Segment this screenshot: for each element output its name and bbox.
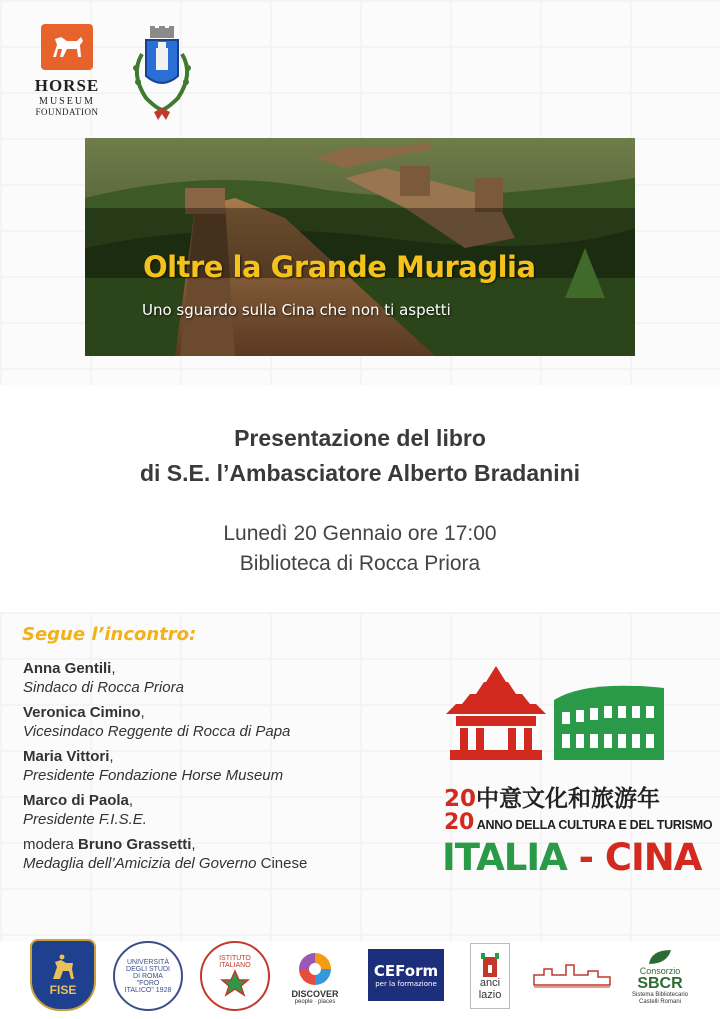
speaker-name: Maria Vittori [23, 748, 110, 765]
istituto-text: ISTITUTO ITALIANO [219, 955, 251, 969]
great-wall-banner [85, 138, 635, 356]
horse-museum-logo [32, 24, 102, 118]
leaf-icon [645, 948, 675, 966]
logo-text-foundation: FOUNDATION [35, 107, 99, 117]
year-top: 20 [444, 786, 477, 812]
chinese-title: 中意文化和旅游年 [476, 786, 661, 812]
speaker-name: Bruno Grassetti [78, 836, 192, 853]
word-dash: - [566, 836, 605, 879]
sbcr-logo [630, 943, 690, 1011]
fise-logo [30, 939, 96, 1011]
speaker-item [23, 703, 443, 741]
speaker-item [23, 747, 443, 785]
year-bottom: 20 [444, 810, 475, 835]
anci-lazio-logo [470, 943, 510, 1009]
speaker-comma: , [111, 660, 116, 677]
speaker-item [23, 659, 443, 697]
word-italia: ITALIA [442, 836, 567, 879]
university-seal-logo [113, 941, 183, 1011]
ceform-subtext: per la formazione [375, 980, 437, 988]
discover-subtext: people · places [294, 999, 336, 1005]
horse-rider-icon [48, 953, 78, 983]
university-seal-text: UNIVERSITÀ DEGLI STUDI DI ROMA "FORO ITALICO" 1928 [124, 958, 172, 994]
word-cina: CINA [604, 836, 702, 879]
ceform-logo [368, 949, 444, 1001]
anci-text: anci [479, 977, 501, 989]
great-wall-photo [85, 138, 635, 356]
banner-subtitle: Uno sguardo sulla Cina che non ti aspetti [142, 301, 451, 319]
speaker-role: Sindaco di Rocca Priora [23, 679, 184, 696]
sbcr-consorzio-text: Consorzio [639, 966, 681, 976]
italia-cina-wordmark [442, 836, 701, 879]
discover-text: DISCOVER [291, 989, 339, 999]
speaker-comma: , [109, 748, 114, 765]
discover-logo [285, 943, 345, 1011]
star-icon [220, 969, 250, 997]
fise-text: FISE [49, 983, 77, 997]
program-heading: Segue l’incontro: [22, 624, 197, 645]
speaker-role: Vicesindaco Reggente di Rocca di Papa [23, 723, 291, 740]
horse-icon [41, 24, 93, 70]
italia-cina-logo [436, 660, 713, 890]
town-skyline-icon [532, 959, 612, 989]
speaker-comma: , [191, 836, 196, 853]
italian-subtitle: ANNO DELLA CULTURA E DEL TURISMO [476, 818, 713, 832]
event-place: Biblioteca di Rocca Priora [239, 552, 481, 575]
sponsor-logos [0, 935, 720, 1019]
tower-icon [477, 951, 503, 977]
sbcr-text: SBCR [637, 975, 683, 992]
presentation-title: Presentazione del libro [234, 425, 486, 451]
banner-title: Oltre la Grande Muraglia [143, 250, 536, 284]
ceform-text: CEForm [373, 962, 439, 980]
italia-cina-italian-text [444, 810, 712, 835]
speaker-role: Presidente Fondazione Horse Museum [23, 767, 284, 784]
discover-swirl-icon [295, 949, 335, 989]
speaker-name: Marco di Paola [23, 792, 129, 809]
istituto-italiano-logo [200, 941, 270, 1011]
lazio-text: lazio [478, 989, 502, 1001]
temple-colosseum-icon [436, 660, 686, 772]
speaker-item [23, 791, 443, 829]
sbcr-subtext: Sistema Bibliotecario Castelli Romani [631, 992, 689, 1005]
logo-text-museum: MUSEUM [39, 96, 95, 107]
speaker-role-plain: Cinese [256, 855, 308, 872]
speaker-role: Medaglia dell’Amicizia del Governo [23, 855, 257, 872]
speaker-item [23, 835, 443, 873]
presentation-author: di S.E. l’Ambasciatore Alberto Bradanini [139, 460, 581, 486]
speaker-name: Anna Gentili [23, 660, 112, 677]
speaker-prefix: modera [23, 836, 79, 853]
rocca-skyline-logo [532, 957, 612, 991]
speakers-list [23, 659, 443, 879]
logo-text-horse: HORSE [34, 76, 100, 95]
event-date: Lunedì 20 Gennaio ore 17:00 [223, 522, 497, 545]
italia-cina-chinese-text [444, 780, 660, 813]
speaker-comma: , [128, 792, 134, 809]
speaker-comma: , [140, 704, 145, 721]
coat-of-arms-icon [122, 24, 202, 128]
speaker-name: Veronica Cimino [23, 704, 141, 721]
speaker-role: Presidente F.I.S.E. [23, 811, 147, 828]
